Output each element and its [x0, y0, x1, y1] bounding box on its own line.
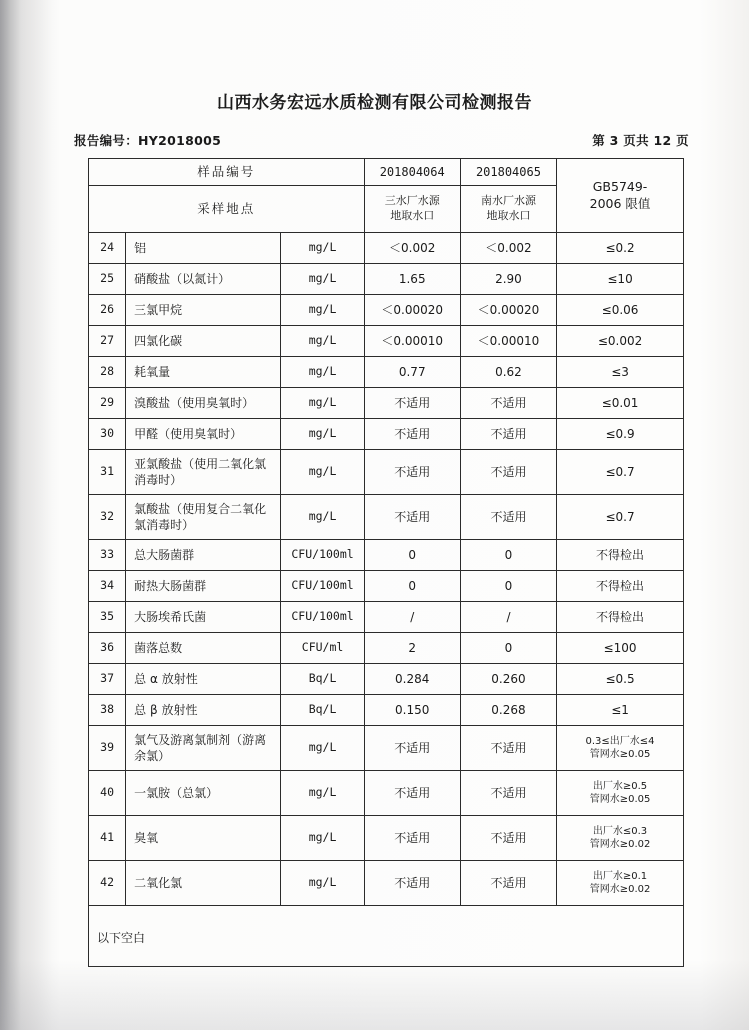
parameter-unit: mg/L [281, 771, 364, 816]
value-sample-1: 0.150 [364, 695, 460, 726]
page-number: 第 3 页共 12 页 [592, 133, 689, 148]
parameter-name: 耐热大肠菌群 [126, 571, 281, 602]
table-header-row-sample [89, 159, 684, 186]
page-title: 山西水务宏远水质检测有限公司检测报告 [217, 93, 532, 113]
row-index: 28 [89, 357, 126, 388]
row-index: 38 [89, 695, 126, 726]
standard-limit-value: ≤0.2 [557, 233, 684, 264]
standard-limit-value: 不得检出 [557, 540, 684, 571]
standard-limit-value: ≤1 [557, 695, 684, 726]
standard-limit-value: ≤0.01 [557, 388, 684, 419]
parameter-unit: Bq/L [281, 695, 364, 726]
parameter-unit: mg/L [281, 726, 364, 771]
row-index: 31 [89, 450, 126, 495]
parameter-unit: mg/L [281, 861, 364, 906]
parameter-name: 氯气及游离氯制剂（游离余氯） [126, 726, 281, 771]
table-row [89, 695, 684, 726]
standard-limit-value: 出厂水≤0.3 管网水≥0.02 [557, 816, 684, 861]
row-index: 32 [89, 495, 126, 540]
value-sample-1: 不适用 [364, 419, 460, 450]
parameter-unit: mg/L [281, 419, 364, 450]
parameter-unit: mg/L [281, 264, 364, 295]
value-sample-2: 不适用 [460, 816, 556, 861]
parameter-unit: mg/L [281, 450, 364, 495]
value-sample-2: 0.62 [460, 357, 556, 388]
parameter-name: 三氯甲烷 [126, 295, 281, 326]
table-row [89, 495, 684, 540]
parameter-name: 硝酸盐（以氮计） [126, 264, 281, 295]
standard-limit-value: 出厂水≥0.5 管网水≥0.05 [557, 771, 684, 816]
standard-limit-value: 出厂水≥0.1 管网水≥0.02 [557, 861, 684, 906]
row-index: 37 [89, 664, 126, 695]
standard-limit-value: ≤0.9 [557, 419, 684, 450]
sample-no-2: 201804065 [460, 159, 556, 186]
value-sample-2: 0.260 [460, 664, 556, 695]
row-index: 33 [89, 540, 126, 571]
row-index: 39 [89, 726, 126, 771]
water-quality-table [88, 158, 684, 967]
value-sample-2: / [460, 602, 556, 633]
table-row [89, 295, 684, 326]
value-sample-2: ＜0.00010 [460, 326, 556, 357]
row-index: 24 [89, 233, 126, 264]
parameter-unit: mg/L [281, 495, 364, 540]
parameter-unit: mg/L [281, 233, 364, 264]
row-index: 40 [89, 771, 126, 816]
row-index: 30 [89, 419, 126, 450]
parameter-name: 氯酸盐（使用复合二氧化氯消毒时） [126, 495, 281, 540]
value-sample-2: 0 [460, 571, 556, 602]
parameter-name: 甲醛（使用臭氧时） [126, 419, 281, 450]
table-row [89, 326, 684, 357]
sampling-site-2: 南水厂水源 地取水口 [460, 186, 556, 233]
row-index: 35 [89, 602, 126, 633]
value-sample-1: 不适用 [364, 816, 460, 861]
row-index: 36 [89, 633, 126, 664]
row-index: 41 [89, 816, 126, 861]
table-row [89, 816, 684, 861]
value-sample-1: 1.65 [364, 264, 460, 295]
value-sample-1: ＜0.002 [364, 233, 460, 264]
footer-note: 以下空白 [89, 906, 684, 967]
value-sample-2: ＜0.00020 [460, 295, 556, 326]
value-sample-1: 2 [364, 633, 460, 664]
parameter-unit: mg/L [281, 326, 364, 357]
value-sample-2: 2.90 [460, 264, 556, 295]
parameter-unit: mg/L [281, 295, 364, 326]
standard-limit-value: 不得检出 [557, 571, 684, 602]
value-sample-1: / [364, 602, 460, 633]
parameter-name: 一氯胺（总氯） [126, 771, 281, 816]
value-sample-2: 不适用 [460, 771, 556, 816]
parameter-unit: Bq/L [281, 664, 364, 695]
standard-limit-value: ≤0.7 [557, 450, 684, 495]
water-quality-table-wrapper [88, 158, 684, 967]
value-sample-2: 0 [460, 540, 556, 571]
standard-limit-value: 0.3≤出厂水≤4 管网水≥0.05 [557, 726, 684, 771]
parameter-unit: CFU/ml [281, 633, 364, 664]
sampling-site-1: 三水厂水源 地取水口 [364, 186, 460, 233]
parameter-name: 铝 [126, 233, 281, 264]
value-sample-2: 0 [460, 633, 556, 664]
standard-limit-value: ≤3 [557, 357, 684, 388]
value-sample-1: 0.77 [364, 357, 460, 388]
parameter-unit: CFU/100ml [281, 602, 364, 633]
table-row [89, 726, 684, 771]
standard-limit-value: 不得检出 [557, 602, 684, 633]
scan-shadow-bottom [0, 960, 749, 1030]
row-index: 42 [89, 861, 126, 906]
value-sample-1: ＜0.00010 [364, 326, 460, 357]
standard-limit-value: ≤0.7 [557, 495, 684, 540]
table-row [89, 602, 684, 633]
standard-limit-header: GB5749- 2006 限值 [557, 159, 684, 233]
value-sample-1: 0 [364, 540, 460, 571]
value-sample-2: ＜0.002 [460, 233, 556, 264]
value-sample-1: 不适用 [364, 450, 460, 495]
row-index: 25 [89, 264, 126, 295]
parameter-name: 菌落总数 [126, 633, 281, 664]
value-sample-1: 0 [364, 571, 460, 602]
value-sample-1: 0.284 [364, 664, 460, 695]
value-sample-2: 不适用 [460, 495, 556, 540]
table-row [89, 861, 684, 906]
table-body [89, 159, 684, 967]
parameter-name: 溴酸盐（使用臭氧时） [126, 388, 281, 419]
value-sample-1: 不适用 [364, 388, 460, 419]
report-number: 报告编号：HY2018005 [74, 133, 222, 148]
value-sample-1: 不适用 [364, 861, 460, 906]
value-sample-2: 不适用 [460, 450, 556, 495]
row-index: 34 [89, 571, 126, 602]
value-sample-1: 不适用 [364, 726, 460, 771]
parameter-unit: mg/L [281, 357, 364, 388]
parameter-name: 耗氧量 [126, 357, 281, 388]
parameter-unit: mg/L [281, 816, 364, 861]
parameter-name: 亚氯酸盐（使用二氧化氯消毒时） [126, 450, 281, 495]
value-sample-2: 0.268 [460, 695, 556, 726]
row-index: 27 [89, 326, 126, 357]
row-index: 26 [89, 295, 126, 326]
parameter-name: 臭氧 [126, 816, 281, 861]
table-row [89, 357, 684, 388]
table-row [89, 450, 684, 495]
parameter-name: 总 β 放射性 [126, 695, 281, 726]
table-row [89, 664, 684, 695]
value-sample-2: 不适用 [460, 726, 556, 771]
parameter-name: 四氯化碳 [126, 326, 281, 357]
value-sample-2: 不适用 [460, 861, 556, 906]
table-row [89, 233, 684, 264]
sample-no-label: 样品编号 [89, 159, 365, 186]
value-sample-1: 不适用 [364, 771, 460, 816]
parameter-name: 总大肠菌群 [126, 540, 281, 571]
sampling-site-label: 采样地点 [89, 186, 365, 233]
scan-shadow-left [0, 0, 60, 1030]
value-sample-1: ＜0.00020 [364, 295, 460, 326]
standard-limit-value: ≤0.5 [557, 664, 684, 695]
standard-limit-value: ≤10 [557, 264, 684, 295]
table-row [89, 388, 684, 419]
standard-limit-value: ≤100 [557, 633, 684, 664]
standard-limit-value: ≤0.002 [557, 326, 684, 357]
value-sample-2: 不适用 [460, 419, 556, 450]
parameter-unit: CFU/100ml [281, 540, 364, 571]
sample-no-1: 201804064 [364, 159, 460, 186]
table-row [89, 540, 684, 571]
standard-limit-value: ≤0.06 [557, 295, 684, 326]
value-sample-1: 不适用 [364, 495, 460, 540]
table-row [89, 771, 684, 816]
value-sample-2: 不适用 [460, 388, 556, 419]
table-row [89, 571, 684, 602]
table-row [89, 633, 684, 664]
table-row [89, 419, 684, 450]
table-row [89, 264, 684, 295]
row-index: 29 [89, 388, 126, 419]
parameter-name: 二氧化氯 [126, 861, 281, 906]
parameter-unit: mg/L [281, 388, 364, 419]
parameter-name: 大肠埃希氏菌 [126, 602, 281, 633]
parameter-unit: CFU/100ml [281, 571, 364, 602]
parameter-name: 总 α 放射性 [126, 664, 281, 695]
blank-note-row [89, 906, 684, 967]
